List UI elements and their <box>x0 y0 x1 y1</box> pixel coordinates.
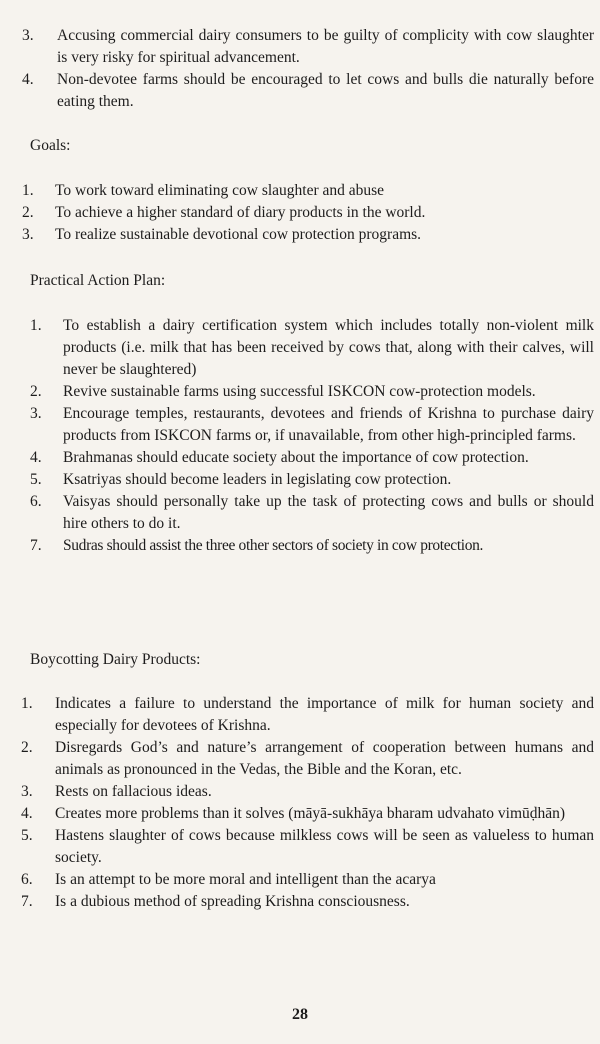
item-number: 3. <box>21 783 33 800</box>
list-item <box>0 224 600 246</box>
list-item <box>0 180 600 202</box>
item-number: 6. <box>21 871 33 888</box>
list-item <box>0 803 600 825</box>
item-number: 3. <box>22 226 34 243</box>
goals-heading: Goals: <box>30 137 71 154</box>
list-continuation <box>0 25 600 113</box>
list-item <box>0 535 600 557</box>
goals-section <box>0 180 600 246</box>
item-text: Sudras should assist the three other sectors of society in cow protection. <box>63 537 484 554</box>
goals-list <box>0 180 600 246</box>
list-item <box>0 737 600 781</box>
item-text: Accusing commercial dairy consumers to be guilty of complicity with cow slaughter is very risky for spiritual advancement. <box>57 27 594 66</box>
boycott-section <box>0 693 600 913</box>
item-number: 2. <box>21 739 33 756</box>
item-text: Creates more problems than it solves (māyā-sukhāya bharam udvahato vimūḍhān) <box>55 805 566 822</box>
list-item <box>0 25 600 69</box>
item-text: Is an attempt to be more moral and intelligent than the acarya <box>55 871 436 888</box>
item-number: 2. <box>30 383 42 400</box>
item-text: Ksatriyas should become leaders in legislating cow protection. <box>63 471 452 488</box>
item-number: 4. <box>21 805 33 822</box>
item-number: 2. <box>22 204 34 221</box>
boycott-list <box>0 693 600 913</box>
item-number: 1. <box>21 695 33 712</box>
list-item <box>0 825 600 869</box>
item-number: 1. <box>30 317 42 334</box>
item-number: 1. <box>22 182 34 199</box>
item-number: 5. <box>30 471 42 488</box>
list-top <box>0 25 600 113</box>
list-item <box>0 202 600 224</box>
boycott-heading: Boycotting Dairy Products: <box>30 651 201 668</box>
item-text: To establish a dairy certification system which includes totally non-violent milk products (i.e. milk that has been received by cows that, along with their calves, will never be slaughtered) <box>63 317 594 378</box>
item-text: Brahmanas should educate society about the importance of cow protection. <box>63 449 529 466</box>
plan-section <box>0 315 600 557</box>
item-text: To realize sustainable devotional cow protection programs. <box>55 226 422 243</box>
item-text: Non-devotee farms should be encouraged to let cows and bulls die naturally before eating them. <box>57 71 594 110</box>
list-item <box>0 491 600 535</box>
item-text: Disregards God’s and nature’s arrangement of cooperation between humans and animals as pronounced in the Vedas, the Bible and the Koran, etc. <box>55 739 594 778</box>
list-item <box>0 381 600 403</box>
item-number: 6. <box>30 493 42 510</box>
list-item <box>0 469 600 491</box>
item-number: 7. <box>21 893 33 910</box>
plan-heading: Practical Action Plan: <box>30 272 166 289</box>
item-text: Revive sustainable farms using successful ISKCON cow-protection models. <box>63 383 536 400</box>
item-text: Hastens slaughter of cows because milkless cows will be seen as valueless to human society. <box>55 827 594 866</box>
item-text: Rests on fallacious ideas. <box>55 783 212 800</box>
item-text: Indicates a failure to understand the importance of milk for human society and especially for devotees of Krishna. <box>55 695 594 734</box>
list-item <box>0 403 600 447</box>
item-number: 3. <box>22 27 34 44</box>
list-item <box>0 315 600 381</box>
plan-list <box>0 315 600 557</box>
item-text: To work toward eliminating cow slaughter and abuse <box>55 182 385 199</box>
item-number: 3. <box>30 405 42 422</box>
item-number: 5. <box>21 827 33 844</box>
item-text: Vaisyas should personally take up the task of protecting cows and bulls or should hire others to do it. <box>63 493 594 532</box>
item-number: 4. <box>22 71 34 88</box>
list-item <box>0 693 600 737</box>
list-item <box>0 447 600 469</box>
page-number: 28 <box>292 1006 308 1023</box>
item-number: 4. <box>30 449 42 466</box>
list-item <box>0 891 600 913</box>
item-text: Encourage temples, restaurants, devotees and friends of Krishna to purchase dairy products from ISKCON farms or, if unavailable, from other high-principled farms. <box>63 405 594 444</box>
list-item <box>0 69 600 113</box>
item-text: Is a dubious method of spreading Krishna consciousness. <box>55 893 410 910</box>
item-text: To achieve a higher standard of diary products in the world. <box>55 204 426 221</box>
list-item <box>0 781 600 803</box>
item-number: 7. <box>30 537 42 554</box>
list-item <box>0 869 600 891</box>
